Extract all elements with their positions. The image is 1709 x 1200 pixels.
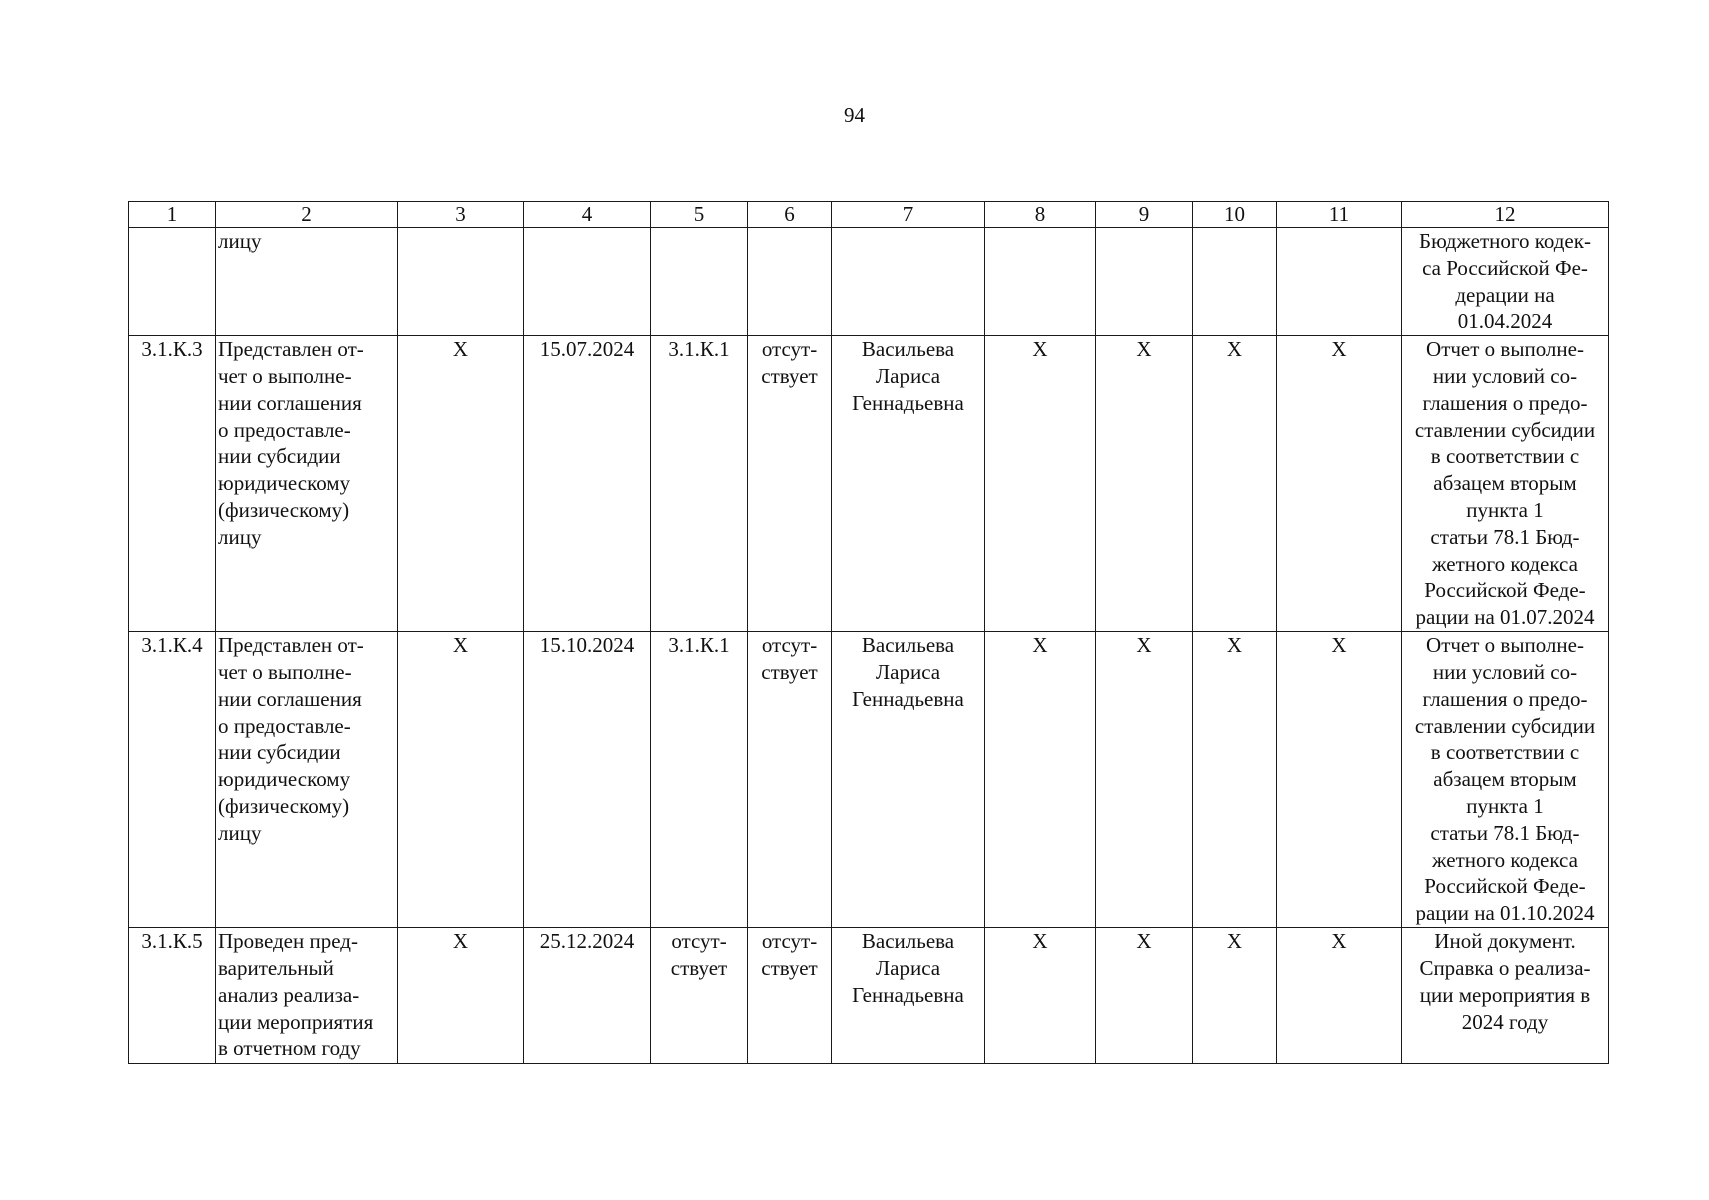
table-cell: отсут- ствует bbox=[748, 928, 832, 1064]
table-cell: X bbox=[1193, 632, 1277, 928]
column-number: 3 bbox=[398, 202, 524, 228]
column-number: 4 bbox=[524, 202, 651, 228]
table-cell bbox=[1277, 228, 1402, 336]
table-cell: X bbox=[1193, 336, 1277, 632]
column-number: 6 bbox=[748, 202, 832, 228]
table-row bbox=[129, 632, 1609, 928]
table-cell: X bbox=[398, 632, 524, 928]
table-row bbox=[129, 228, 1609, 336]
column-number: 12 bbox=[1402, 202, 1609, 228]
row-code-cell: 3.1.К.4 bbox=[129, 632, 216, 928]
responsible-cell: Васильева Лариса Геннадьевна bbox=[832, 928, 985, 1064]
page-number: 94 bbox=[844, 103, 865, 127]
column-number: 1 bbox=[129, 202, 216, 228]
table-cell: X bbox=[1277, 632, 1402, 928]
predecessor-cell: 3.1.К.1 bbox=[651, 336, 748, 632]
table-cell bbox=[1096, 228, 1193, 336]
table-row bbox=[129, 928, 1609, 1064]
event-name-cell: Представлен от- чет о выполне- нии соглашения о предоставле- нии субсидии юридическому (физическому) лицу bbox=[216, 336, 398, 632]
table-cell: X bbox=[985, 928, 1096, 1064]
date-cell: 25.12.2024 bbox=[524, 928, 651, 1064]
document-cell: Отчет о выполне- нии условий со- глашения о предо- ставлении субсидии в соответствии с абзацем вторым пункта 1 статьи 78.1 Бюд- жетного кодекса Российской Феде- рации на 01.10.2024 bbox=[1402, 632, 1609, 928]
table-cell bbox=[398, 228, 524, 336]
column-number: 9 bbox=[1096, 202, 1193, 228]
column-number: 2 bbox=[216, 202, 398, 228]
document-cell: Отчет о выполне- нии условий со- глашения о предо- ставлении субсидии в соответствии с абзацем вторым пункта 1 статьи 78.1 Бюд- жетного кодекса Российской Феде- рации на 01.07.2024 bbox=[1402, 336, 1609, 632]
table-cell: X bbox=[985, 336, 1096, 632]
table-cell bbox=[1193, 228, 1277, 336]
table-cell: X bbox=[1096, 632, 1193, 928]
column-number: 11 bbox=[1277, 202, 1402, 228]
table-row bbox=[129, 336, 1609, 632]
document-cell: Иной документ. Справка о реализа- ции мероприятия в 2024 году bbox=[1402, 928, 1609, 1064]
table-cell: X bbox=[1277, 928, 1402, 1064]
predecessor-cell: 3.1.К.1 bbox=[651, 632, 748, 928]
event-name-cell: Представлен от- чет о выполне- нии соглашения о предоставле- нии субсидии юридическому (физическому) лицу bbox=[216, 632, 398, 928]
responsible-cell bbox=[832, 228, 985, 336]
table-cell: отсут- ствует bbox=[748, 632, 832, 928]
column-number: 8 bbox=[985, 202, 1096, 228]
row-code-cell bbox=[129, 228, 216, 336]
column-number: 5 bbox=[651, 202, 748, 228]
table-cell: X bbox=[1193, 928, 1277, 1064]
date-cell: 15.10.2024 bbox=[524, 632, 651, 928]
predecessor-cell: отсут- ствует bbox=[651, 928, 748, 1064]
table-cell: X bbox=[398, 928, 524, 1064]
row-code-cell: 3.1.К.5 bbox=[129, 928, 216, 1064]
table-cell: X bbox=[1096, 336, 1193, 632]
table-cell bbox=[985, 228, 1096, 336]
table-cell: X bbox=[398, 336, 524, 632]
responsible-cell: Васильева Лариса Геннадьевна bbox=[832, 336, 985, 632]
date-cell: 15.07.2024 bbox=[524, 336, 651, 632]
event-name-cell: лицу bbox=[216, 228, 398, 336]
table-cell: отсут- ствует bbox=[748, 336, 832, 632]
document-cell: Бюджетного кодек- са Российской Фе- дерации на 01.04.2024 bbox=[1402, 228, 1609, 336]
plan-table bbox=[128, 201, 1609, 1064]
responsible-cell: Васильева Лариса Геннадьевна bbox=[832, 632, 985, 928]
date-cell bbox=[524, 228, 651, 336]
column-number: 7 bbox=[832, 202, 985, 228]
column-numbers-row bbox=[129, 202, 1609, 228]
row-code-cell: 3.1.К.3 bbox=[129, 336, 216, 632]
table-cell bbox=[748, 228, 832, 336]
table-cell: X bbox=[1096, 928, 1193, 1064]
table-cell: X bbox=[985, 632, 1096, 928]
predecessor-cell bbox=[651, 228, 748, 336]
event-name-cell: Проведен пред- варительный анализ реализа- ции мероприятия в отчетном году bbox=[216, 928, 398, 1064]
table-cell: X bbox=[1277, 336, 1402, 632]
column-number: 10 bbox=[1193, 202, 1277, 228]
